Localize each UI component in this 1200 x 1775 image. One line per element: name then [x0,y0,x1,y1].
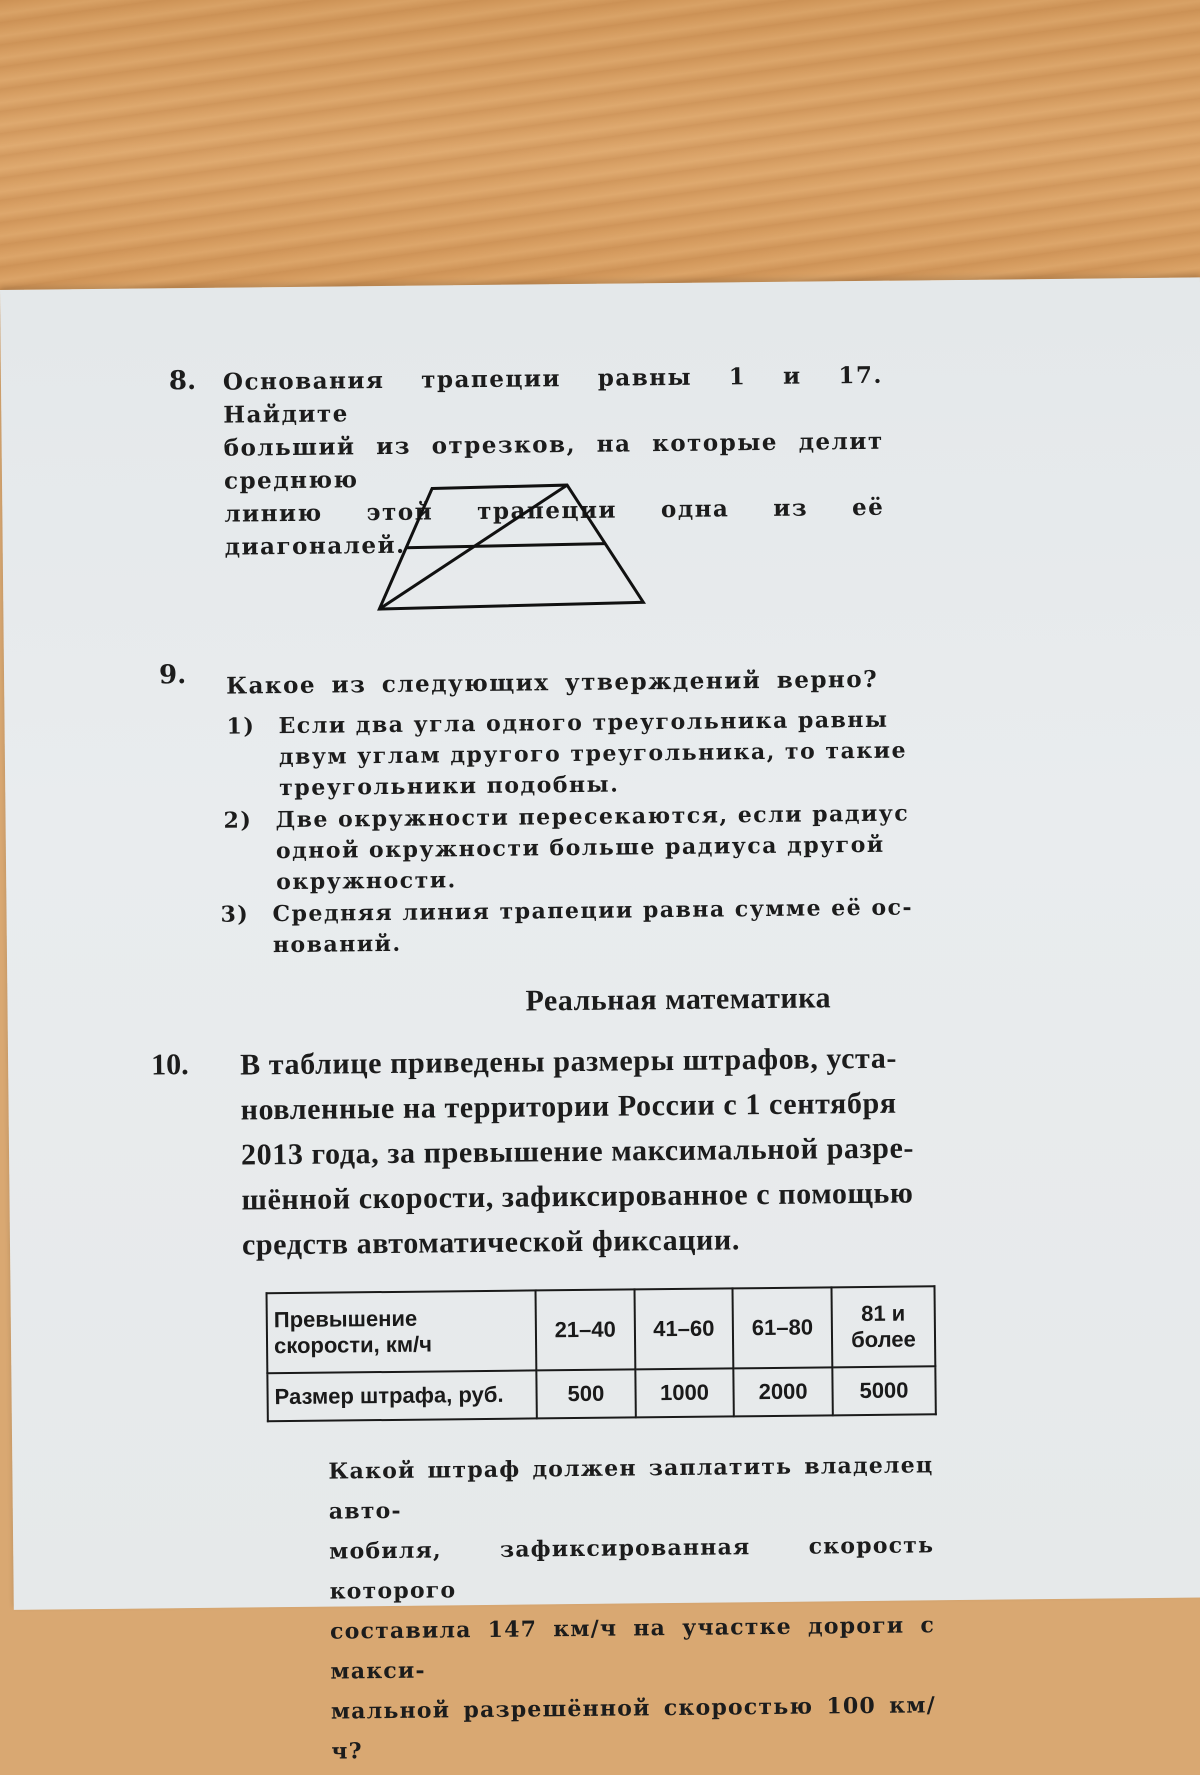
problem-9-option-1 [226,703,1017,807]
table-cell: 2000 [734,1367,833,1416]
table-cell: 61–80 [733,1287,832,1368]
question-line: составила 147 км/ч на участке дороги с макси- [329,1612,936,1685]
trapezoid-figure [372,478,663,616]
problem-10-line: шённой скорости, зафиксированное с помощью [241,1176,914,1217]
table-cell: 500 [536,1369,635,1418]
question-line: мальной разрешённой скоростью 100 км/ч? [330,1692,937,1765]
question-line: мобиля, зафиксированная скорость которого [329,1532,935,1605]
table-cell [831,1286,935,1367]
section-title: Реальная математика [525,981,832,1018]
table-cell: Размер штрафа, руб. [267,1370,536,1421]
option-line: одной окружности больше радиуса другой [275,831,885,865]
fines-table [266,1285,937,1422]
problem-10-line: средств автоматической фиксации. [241,1223,741,1262]
option-number: 3) [220,901,250,928]
trapezoid-midline [406,544,605,548]
problem-9-option-2 [223,797,1019,901]
problem-10-line: 2013 года, за превышение максимальной разре- [240,1131,915,1172]
problem-8-line: линию этой трапеции одна из её диагоналей. [224,493,885,561]
option-number: 2) [223,807,253,834]
table-row [267,1286,936,1373]
row-label-line: скорости, км/ч [273,1331,433,1359]
table-cell: 21–40 [536,1289,635,1370]
table-cell: 41–60 [634,1288,733,1369]
option-line: Две окружности пересекаются, если радиус [275,800,910,834]
question-line: Какой штраф должен заплатить владелец авто- [328,1452,934,1525]
option-line: нований. [272,930,402,959]
table-row [267,1366,935,1421]
problem-10-line: В таблице приведены размеры штрафов, уста- [239,1041,898,1082]
option-line: Средняя линия трапеции равна сумме её ос- [272,894,914,928]
textbook-page [0,277,1200,1765]
range-line: более [851,1326,916,1353]
range-line: 81 и [860,1300,906,1327]
option-number: 1) [226,713,256,740]
problem-9-number: 9. [158,660,187,691]
problem-10-question [328,1445,936,1771]
problem-10-text [240,1035,977,1268]
option-line: треугольники подобны. [279,771,620,802]
problem-9-option-3 [220,891,1021,963]
option-line: двум углам другого треугольника, то такие [278,737,908,771]
option-line: Если два угла одного треугольника равны [278,706,889,740]
table-cell: 1000 [635,1368,734,1417]
problem-8-number: 8. [168,365,197,397]
table-cell: 5000 [832,1366,936,1415]
option-line: окружности. [276,867,457,896]
problem-8-line: Основания трапеции равны 1 и 17. Найдите [222,361,884,429]
problem-10-number: 10. [150,1048,189,1082]
problem-8-line: больший из отрезков, на которые делит среднюю [223,427,884,495]
problem-10-line: новленные на территории России с 1 сентября [240,1086,897,1127]
row-label-line: Превышение [273,1305,418,1333]
table-cell [267,1290,537,1373]
problem-9-question: Какое из следующих утверждений верно? [226,665,879,700]
